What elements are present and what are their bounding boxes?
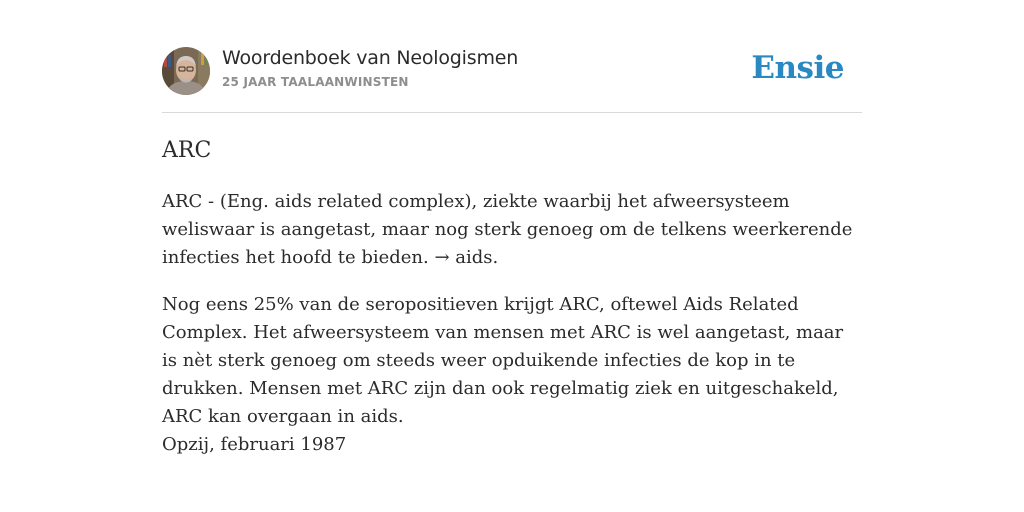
ensie-logo[interactable]: Ensie (751, 50, 844, 86)
header (162, 46, 862, 113)
entry-title: ARC (162, 138, 212, 163)
quote-source: Opzij, februari 1987 (162, 434, 347, 455)
entry-card (162, 46, 862, 459)
quote-text: Nog eens 25% van de seropositieven krijgt ARC, oftewel Aids Related Complex. Het afweersysteem van mensen met ARC is wel aangetast, maar is nèt sterk genoeg om steeds weer opduikende infecties de kop in te drukken. Mensen met ARC zijn dan ook regelmatig ziek en uitgeschakeld, ARC kan overgaan in aids. (162, 294, 844, 427)
entry-definition: ARC - (Eng. aids related complex), ziekte waarbij het afweersysteem weliswaar is aangetast, maar nog sterk genoeg om de telkens weerkerende infecties het hoofd te bieden. → aids. (162, 191, 853, 268)
entry-quote (162, 291, 862, 459)
author-portrait-icon (162, 47, 210, 95)
author-name[interactable]: Woordenboek van Neologismen (222, 47, 519, 69)
author-avatar[interactable] (162, 47, 210, 95)
author-subtitle: 25 JAAR TAALAANWINSTEN (222, 75, 409, 89)
author-info (222, 46, 518, 89)
